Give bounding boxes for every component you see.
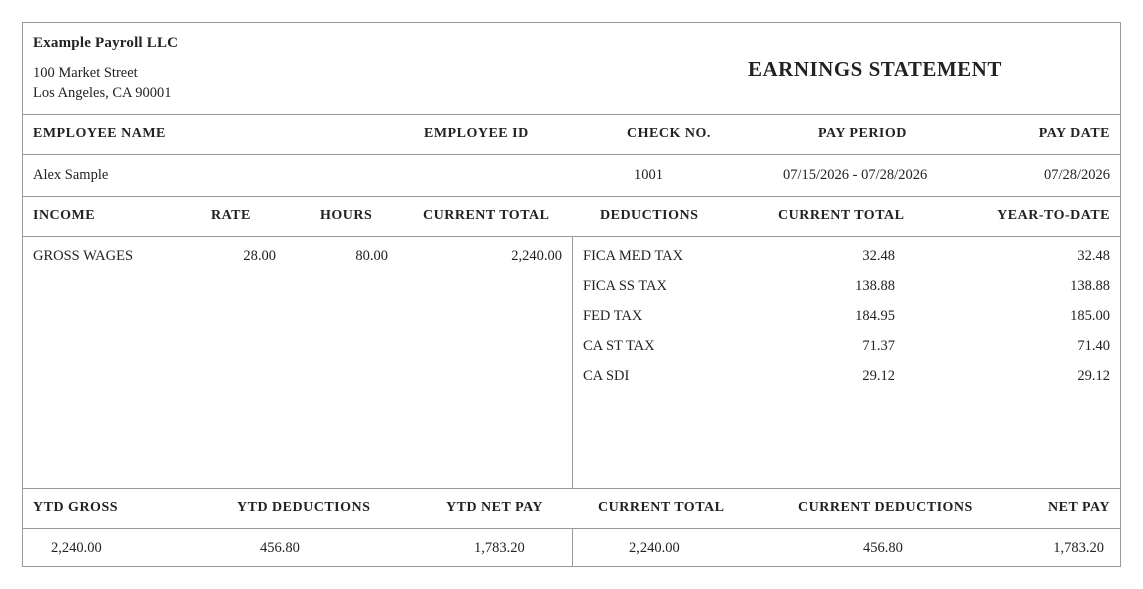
current-total-label: CURRENT TOTAL [598,500,725,515]
column-divider [572,236,573,488]
ytd-net-pay-value: 1,783.20 [474,540,525,556]
current-deductions-value: 456.80 [863,540,903,556]
pay-date-label: PAY DATE [1038,126,1110,141]
deduction-ytd: 138.88 [1070,278,1110,294]
divider [23,114,1120,115]
deduction-label: FICA SS TAX [583,278,667,294]
rate-label: RATE [211,208,251,223]
employee-name-label: EMPLOYEE NAME [33,126,166,141]
deduction-current: 71.37 [862,338,895,354]
column-divider [572,528,573,567]
deduction-label: CA SDI [583,368,630,384]
current-total-value: 2,240.00 [629,540,680,556]
ytd-deductions-label: YTD DEDUCTIONS [237,500,371,515]
check-no: 1001 [634,167,663,183]
deduction-label: FICA MED TAX [583,248,684,264]
deduction-ytd: 29.12 [1077,368,1110,384]
income-item-current-total: 2,240.00 [511,248,562,264]
deduction-current: 184.95 [855,308,895,324]
pay-date: 07/28/2026 [1043,167,1110,183]
deduction-current: 32.48 [862,248,895,264]
company-address-line2: Los Angeles, CA 90001 [33,85,172,101]
divider [23,488,1120,489]
deductions-current-total-label: CURRENT TOTAL [778,208,905,223]
net-pay-value: 1,783.20 [1053,540,1104,556]
current-deductions-label: CURRENT DEDUCTIONS [798,500,973,515]
income-item-rate: 28.00 [243,248,276,264]
income-label: INCOME [33,208,96,223]
deductions-label: DEDUCTIONS [600,208,699,223]
deduction-ytd: 185.00 [1070,308,1110,324]
net-pay-label: NET PAY [1048,500,1110,515]
pay-period: 07/15/2026 - 07/28/2026 [783,167,928,183]
check-no-label: CHECK NO. [627,126,711,141]
divider [23,196,1120,197]
earnings-statement [22,22,1121,567]
employee-id-label: EMPLOYEE ID [424,126,529,141]
pay-period-label: PAY PERIOD [818,126,907,141]
income-item-hours: 80.00 [355,248,388,264]
deduction-ytd: 71.40 [1077,338,1110,354]
company-name: Example Payroll LLC [33,35,179,51]
divider [23,154,1120,155]
hours-label: HOURS [320,208,373,223]
ytd-gross-value: 2,240.00 [51,540,102,556]
deduction-label: CA ST TAX [583,338,655,354]
deduction-current: 138.88 [855,278,895,294]
employee-name: Alex Sample [33,167,109,183]
ytd-net-pay-label: YTD NET PAY [446,500,544,515]
year-to-date-label: YEAR-TO-DATE [997,208,1110,223]
income-current-total-label: CURRENT TOTAL [423,208,550,223]
ytd-deductions-value: 456.80 [260,540,300,556]
income-item-label: GROSS WAGES [33,248,134,264]
deduction-ytd: 32.48 [1077,248,1110,264]
company-address-line1: 100 Market Street [33,65,138,81]
deduction-label: FED TAX [583,308,643,324]
statement-title: EARNINGS STATEMENT [748,57,1002,81]
ytd-gross-label: YTD GROSS [33,500,119,515]
deduction-current: 29.12 [862,368,895,384]
